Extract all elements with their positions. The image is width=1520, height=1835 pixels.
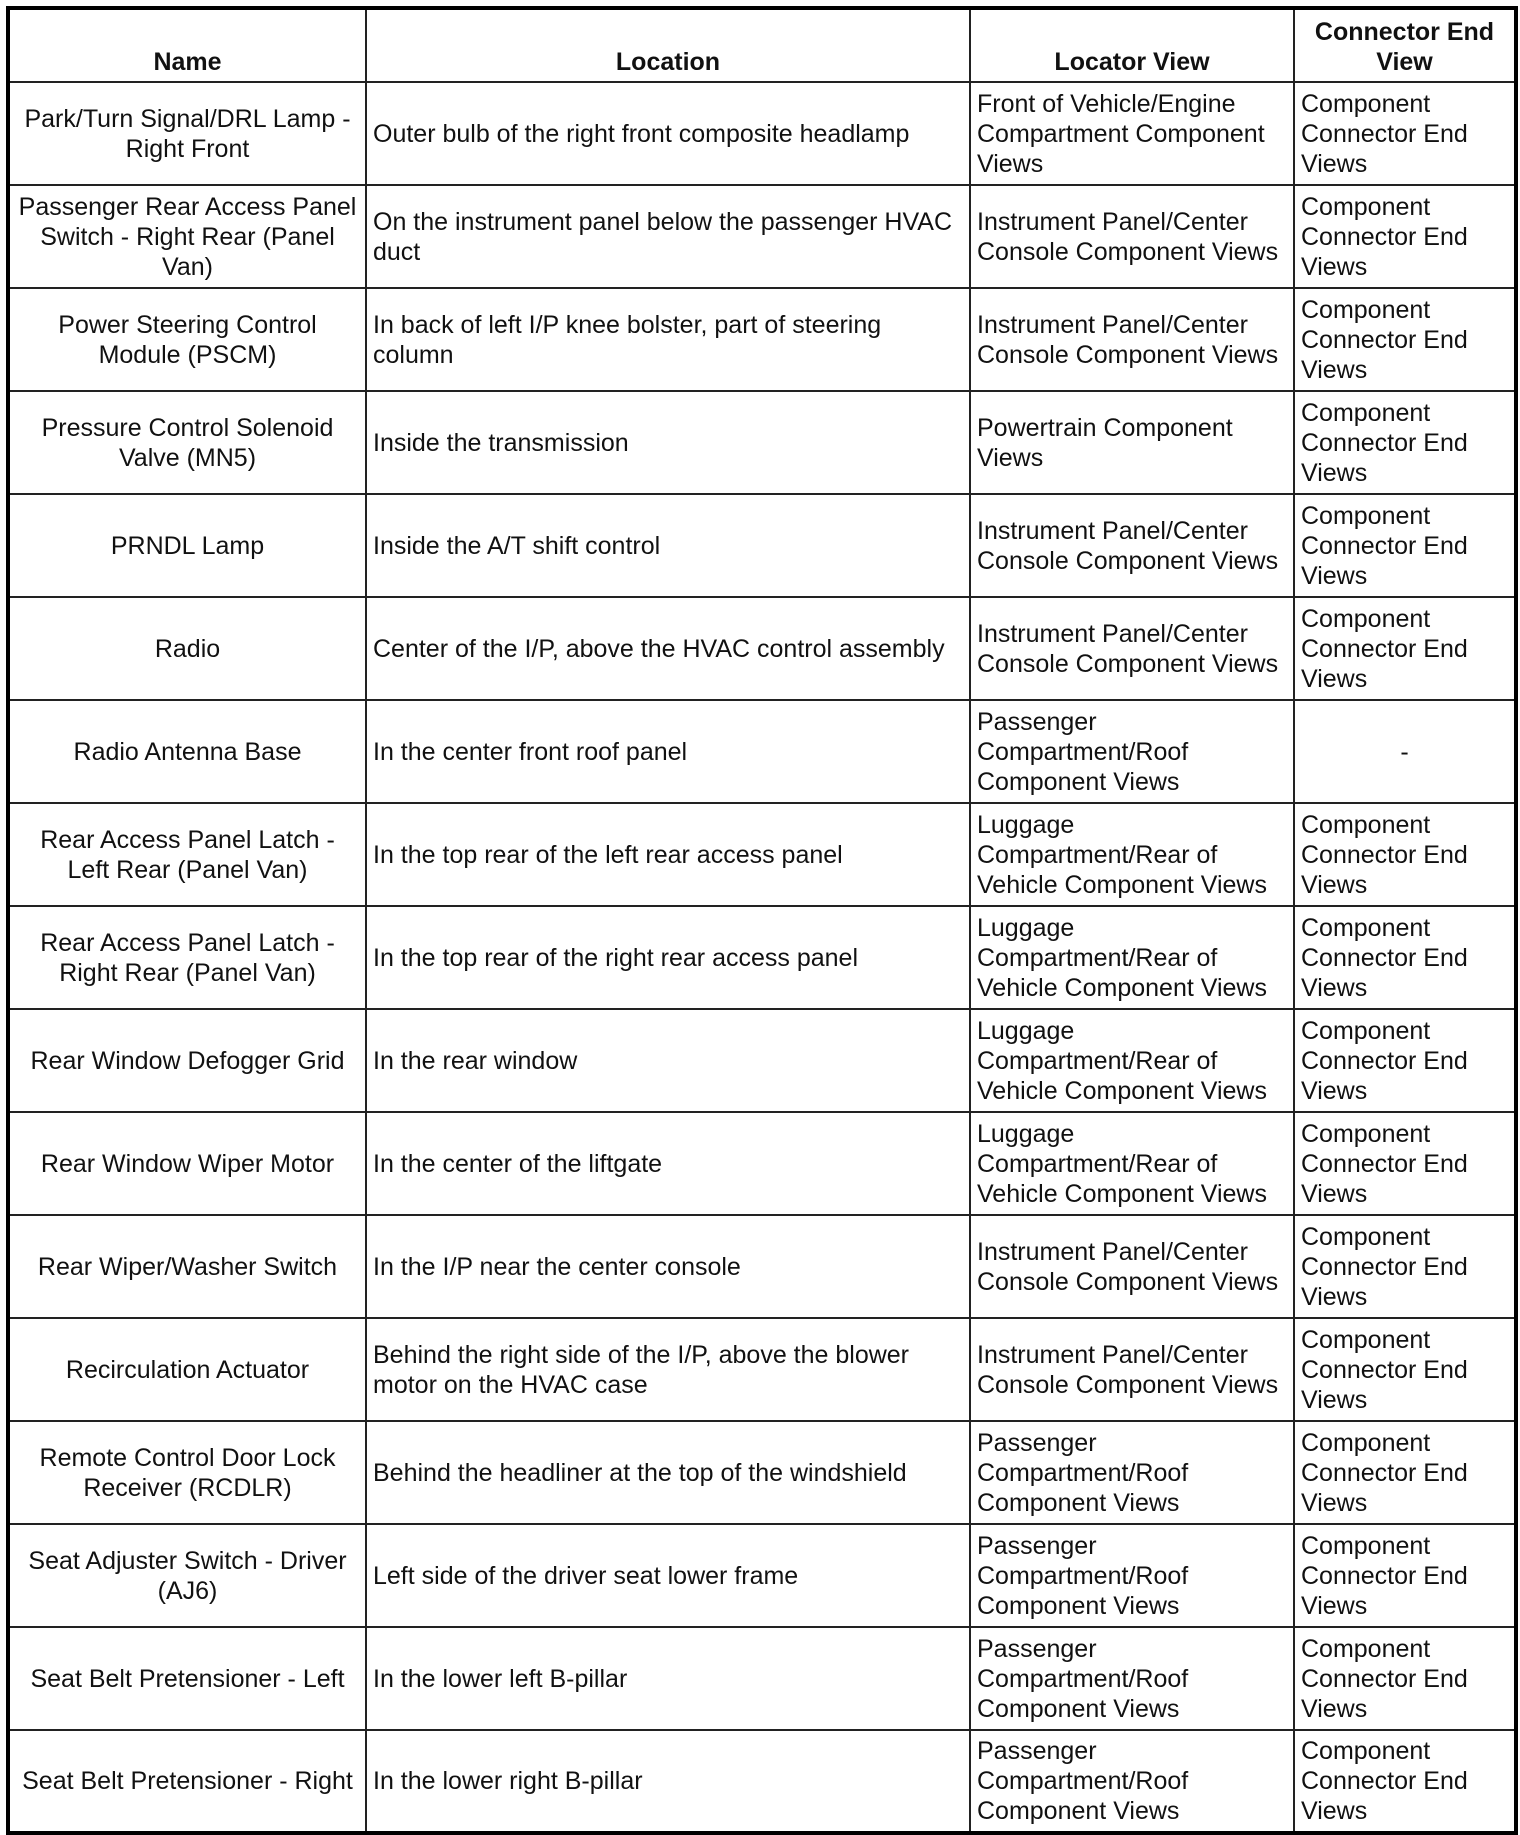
cell-connector-end-view: Component Connector End Views bbox=[1294, 906, 1516, 1009]
cell-locator-view: Front of Vehicle/Engine Compartment Component Views bbox=[970, 82, 1294, 185]
cell-locator-view: Instrument Panel/Center Console Component Views bbox=[970, 185, 1294, 288]
cell-connector-end-view: Component Connector End Views bbox=[1294, 288, 1516, 391]
table-row bbox=[8, 597, 1516, 700]
cell-connector-end-view: Component Connector End Views bbox=[1294, 597, 1516, 700]
cell-name: Recirculation Actuator bbox=[8, 1318, 366, 1421]
cell-locator-view: Luggage Compartment/Rear of Vehicle Component Views bbox=[970, 1009, 1294, 1112]
cell-connector-end-view: Component Connector End Views bbox=[1294, 185, 1516, 288]
cell-name: Passenger Rear Access Panel Switch - Right Rear (Panel Van) bbox=[8, 185, 366, 288]
cell-location: In the top rear of the left rear access panel bbox=[366, 803, 970, 906]
table-row bbox=[8, 1112, 1516, 1215]
cell-location: In the rear window bbox=[366, 1009, 970, 1112]
cell-connector-end-view: Component Connector End Views bbox=[1294, 1627, 1516, 1730]
cell-location: Behind the headliner at the top of the windshield bbox=[366, 1421, 970, 1524]
cell-location: Behind the right side of the I/P, above the blower motor on the HVAC case bbox=[366, 1318, 970, 1421]
table-row bbox=[8, 1524, 1516, 1627]
cell-locator-view: Luggage Compartment/Rear of Vehicle Component Views bbox=[970, 906, 1294, 1009]
cell-name: Remote Control Door Lock Receiver (RCDLR) bbox=[8, 1421, 366, 1524]
cell-name: Seat Adjuster Switch - Driver (AJ6) bbox=[8, 1524, 366, 1627]
cell-connector-end-view: Component Connector End Views bbox=[1294, 1009, 1516, 1112]
cell-name: Rear Access Panel Latch - Right Rear (Panel Van) bbox=[8, 906, 366, 1009]
cell-locator-view: Passenger Compartment/Roof Component Views bbox=[970, 1730, 1294, 1833]
cell-connector-end-view: Component Connector End Views bbox=[1294, 1112, 1516, 1215]
cell-name: Power Steering Control Module (PSCM) bbox=[8, 288, 366, 391]
cell-name: Rear Window Defogger Grid bbox=[8, 1009, 366, 1112]
cell-locator-view: Instrument Panel/Center Console Component Views bbox=[970, 288, 1294, 391]
header-name: Name bbox=[8, 8, 366, 82]
table-row bbox=[8, 1730, 1516, 1833]
cell-location: Inside the transmission bbox=[366, 391, 970, 494]
cell-location: In back of left I/P knee bolster, part of steering column bbox=[366, 288, 970, 391]
cell-name: Rear Wiper/Washer Switch bbox=[8, 1215, 366, 1318]
cell-name: Seat Belt Pretensioner - Left bbox=[8, 1627, 366, 1730]
header-connector-end-view: Connector End View bbox=[1294, 8, 1516, 82]
cell-name: PRNDL Lamp bbox=[8, 494, 366, 597]
table-row bbox=[8, 288, 1516, 391]
cell-name: Pressure Control Solenoid Valve (MN5) bbox=[8, 391, 366, 494]
cell-locator-view: Instrument Panel/Center Console Component Views bbox=[970, 1215, 1294, 1318]
cell-location: Center of the I/P, above the HVAC control assembly bbox=[366, 597, 970, 700]
cell-location: Inside the A/T shift control bbox=[366, 494, 970, 597]
table-row bbox=[8, 1421, 1516, 1524]
cell-connector-end-view: Component Connector End Views bbox=[1294, 391, 1516, 494]
cell-connector-end-view: Component Connector End Views bbox=[1294, 1421, 1516, 1524]
cell-location: In the top rear of the right rear access panel bbox=[366, 906, 970, 1009]
table-row bbox=[8, 1318, 1516, 1421]
cell-location: In the center of the liftgate bbox=[366, 1112, 970, 1215]
cell-name: Rear Window Wiper Motor bbox=[8, 1112, 366, 1215]
table-row bbox=[8, 185, 1516, 288]
cell-connector-end-view: Component Connector End Views bbox=[1294, 1318, 1516, 1421]
cell-locator-view: Passenger Compartment/Roof Component Views bbox=[970, 1421, 1294, 1524]
cell-location: Outer bulb of the right front composite headlamp bbox=[366, 82, 970, 185]
table-row bbox=[8, 906, 1516, 1009]
cell-name: Park/Turn Signal/DRL Lamp - Right Front bbox=[8, 82, 366, 185]
cell-locator-view: Instrument Panel/Center Console Component Views bbox=[970, 1318, 1294, 1421]
cell-connector-end-view: Component Connector End Views bbox=[1294, 1730, 1516, 1833]
cell-locator-view: Passenger Compartment/Roof Component Views bbox=[970, 700, 1294, 803]
cell-location: In the I/P near the center console bbox=[366, 1215, 970, 1318]
component-locator-table bbox=[6, 6, 1518, 1835]
cell-connector-end-view: Component Connector End Views bbox=[1294, 1524, 1516, 1627]
table-header-row bbox=[8, 8, 1516, 82]
table-row bbox=[8, 1009, 1516, 1112]
cell-location: In the lower right B-pillar bbox=[366, 1730, 970, 1833]
cell-connector-end-view: Component Connector End Views bbox=[1294, 1215, 1516, 1318]
table-row bbox=[8, 803, 1516, 906]
cell-locator-view: Instrument Panel/Center Console Component Views bbox=[970, 494, 1294, 597]
table-row bbox=[8, 82, 1516, 185]
cell-locator-view: Luggage Compartment/Rear of Vehicle Component Views bbox=[970, 803, 1294, 906]
table-row bbox=[8, 1627, 1516, 1730]
cell-connector-end-view: - bbox=[1294, 700, 1516, 803]
cell-name: Seat Belt Pretensioner - Right bbox=[8, 1730, 366, 1833]
table-row bbox=[8, 391, 1516, 494]
cell-name: Radio bbox=[8, 597, 366, 700]
cell-connector-end-view: Component Connector End Views bbox=[1294, 494, 1516, 597]
table-row bbox=[8, 494, 1516, 597]
cell-name: Radio Antenna Base bbox=[8, 700, 366, 803]
cell-locator-view: Passenger Compartment/Roof Component Views bbox=[970, 1524, 1294, 1627]
cell-name: Rear Access Panel Latch - Left Rear (Panel Van) bbox=[8, 803, 366, 906]
cell-locator-view: Powertrain Component Views bbox=[970, 391, 1294, 494]
cell-connector-end-view: Component Connector End Views bbox=[1294, 803, 1516, 906]
component-locator-table-wrapper bbox=[6, 6, 1514, 1835]
cell-locator-view: Passenger Compartment/Roof Component Views bbox=[970, 1627, 1294, 1730]
cell-connector-end-view: Component Connector End Views bbox=[1294, 82, 1516, 185]
header-location: Location bbox=[366, 8, 970, 82]
cell-location: In the lower left B-pillar bbox=[366, 1627, 970, 1730]
table-row bbox=[8, 1215, 1516, 1318]
cell-location: Left side of the driver seat lower frame bbox=[366, 1524, 970, 1627]
table-row bbox=[8, 700, 1516, 803]
cell-locator-view: Luggage Compartment/Rear of Vehicle Component Views bbox=[970, 1112, 1294, 1215]
cell-location: In the center front roof panel bbox=[366, 700, 970, 803]
cell-locator-view: Instrument Panel/Center Console Component Views bbox=[970, 597, 1294, 700]
header-locator-view: Locator View bbox=[970, 8, 1294, 82]
cell-location: On the instrument panel below the passenger HVAC duct bbox=[366, 185, 970, 288]
